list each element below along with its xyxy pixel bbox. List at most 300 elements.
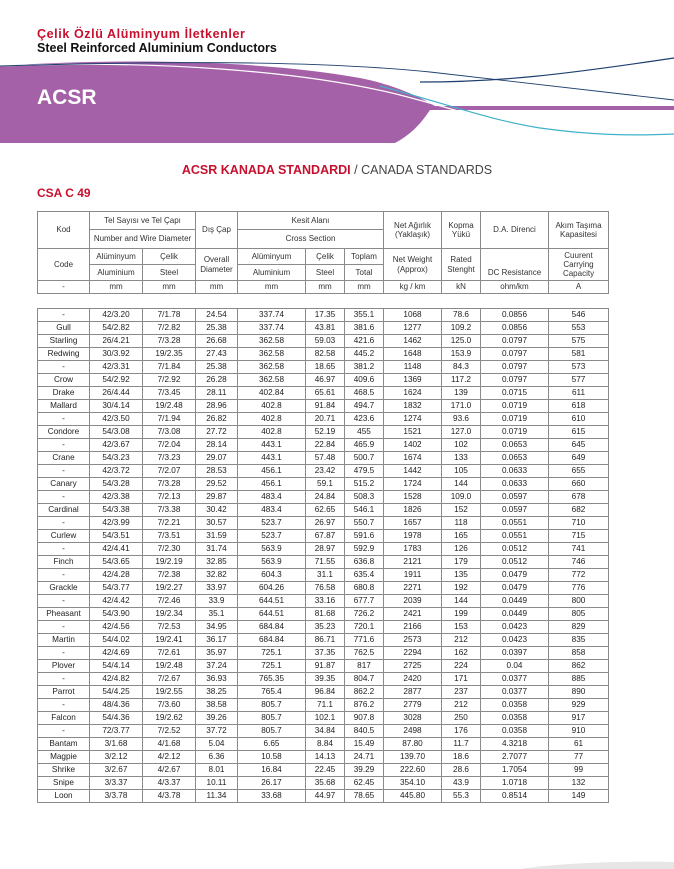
table-row <box>38 660 609 673</box>
table-cell: 684.84 <box>238 634 306 647</box>
th-aluminyum-area: Alüminyum <box>238 249 306 265</box>
table-cell: 91.84 <box>306 400 345 413</box>
table-cell: 835 <box>549 634 609 647</box>
th-kod: Kod <box>38 212 90 249</box>
table-cell: 0.0377 <box>481 686 549 699</box>
table-cell: 76.58 <box>306 582 345 595</box>
table-cell: Cardinal <box>38 504 90 517</box>
table-cell: 682 <box>549 504 609 517</box>
table-cell: - <box>38 647 90 660</box>
table-cell: 19/2.55 <box>143 686 196 699</box>
table-row <box>38 595 609 608</box>
table-cell: 7/2.53 <box>143 621 196 634</box>
table-cell: 30/3.92 <box>90 348 143 361</box>
table-cell: 171.0 <box>442 400 481 413</box>
table-cell: 611 <box>549 387 609 400</box>
table-cell: 500.7 <box>345 452 384 465</box>
table-cell: 19/2.35 <box>143 348 196 361</box>
table-cell: 2725 <box>384 660 442 673</box>
table-cell: 0.0856 <box>481 309 549 322</box>
table-cell: 573 <box>549 361 609 374</box>
table-cell: Falcon <box>38 712 90 725</box>
table-cell: 10.11 <box>196 777 238 790</box>
table-cell: 1369 <box>384 374 442 387</box>
table-cell: 0.0551 <box>481 530 549 543</box>
standard-title <box>0 163 674 177</box>
table-cell: 11.7 <box>442 738 481 751</box>
table-cell: 0.0423 <box>481 634 549 647</box>
th-celik-area: Çelik <box>306 249 345 265</box>
table-row <box>38 335 609 348</box>
table-cell: 402.8 <box>238 413 306 426</box>
table-cell: 7/2.04 <box>143 439 196 452</box>
table-cell: 7/3.60 <box>143 699 196 712</box>
table-cell: 862.2 <box>345 686 384 699</box>
table-cell: 771.6 <box>345 634 384 647</box>
table-cell: 876.2 <box>345 699 384 712</box>
table-cell: 553 <box>549 322 609 335</box>
table-cell: 15.49 <box>345 738 384 751</box>
table-cell: 443.1 <box>238 439 306 452</box>
table-cell: 42/3.67 <box>90 439 143 452</box>
table-cell: 42/3.31 <box>90 361 143 374</box>
table-cell: 77 <box>549 751 609 764</box>
table-cell: 87.80 <box>384 738 442 751</box>
table-cell: 37.35 <box>306 647 345 660</box>
table-cell: 649 <box>549 452 609 465</box>
table-cell: 0.0856 <box>481 322 549 335</box>
table-cell: 0.0715 <box>481 387 549 400</box>
table-cell: 19/2.48 <box>143 400 196 413</box>
table-cell: 24.84 <box>306 491 345 504</box>
table-cell: 38.25 <box>196 686 238 699</box>
table-cell: 0.0358 <box>481 725 549 738</box>
table-cell: 7/3.28 <box>143 335 196 348</box>
table-cell: 0.0449 <box>481 608 549 621</box>
table-cell: 42/4.41 <box>90 543 143 556</box>
table-cell: 337.74 <box>238 322 306 335</box>
table-cell: 765.35 <box>238 673 306 686</box>
spec-code: CSA C 49 <box>37 186 91 200</box>
table-cell: Drake <box>38 387 90 400</box>
table-row <box>38 530 609 543</box>
table-cell: 250 <box>442 712 481 725</box>
table-cell: 890 <box>549 686 609 699</box>
table-cell: 2573 <box>384 634 442 647</box>
table-cell: 133 <box>442 452 481 465</box>
table-cell: 592.9 <box>345 543 384 556</box>
table-cell: 37.24 <box>196 660 238 673</box>
unit-cell: mm <box>238 281 306 294</box>
table-cell: 0.0653 <box>481 452 549 465</box>
table-cell: 57.48 <box>306 452 345 465</box>
table-cell: 28.96 <box>196 400 238 413</box>
table-cell: 42/4.56 <box>90 621 143 634</box>
th-steel: Steel <box>143 265 196 281</box>
table-cell: 0.0719 <box>481 413 549 426</box>
table-cell: 7/1.78 <box>143 309 196 322</box>
table-cell: Crane <box>38 452 90 465</box>
th-kesit-alani: Kesit Alanı <box>238 212 384 230</box>
table-cell: 4/2.67 <box>143 764 196 777</box>
th-tel-sayisi: Tel Sayısı ve Tel Çapı <box>90 212 196 230</box>
table-cell: 33.97 <box>196 582 238 595</box>
table-cell: 96.84 <box>306 686 345 699</box>
table-cell: 2121 <box>384 556 442 569</box>
table-cell: 1911 <box>384 569 442 582</box>
table-row <box>38 712 609 725</box>
table-cell: 0.0512 <box>481 556 549 569</box>
table-cell: 2271 <box>384 582 442 595</box>
table-cell: 6.36 <box>196 751 238 764</box>
table-cell: 171 <box>442 673 481 686</box>
table-cell: 720.1 <box>345 621 384 634</box>
table-cell: 42/3.20 <box>90 309 143 322</box>
table-cell: 176 <box>442 725 481 738</box>
table-cell: 523.7 <box>238 530 306 543</box>
table-cell: 7/2.67 <box>143 673 196 686</box>
table-cell: 18.65 <box>306 361 345 374</box>
table-cell: 563.9 <box>238 556 306 569</box>
table-cell: 23.42 <box>306 465 345 478</box>
table-cell: - <box>38 517 90 530</box>
table-cell: 30.57 <box>196 517 238 530</box>
table-cell: 82.58 <box>306 348 345 361</box>
table-cell: 7/2.46 <box>143 595 196 608</box>
unit-cell: ohm/km <box>481 281 549 294</box>
table-cell: 139.70 <box>384 751 442 764</box>
table-row <box>38 465 609 478</box>
table-cell: 581 <box>549 348 609 361</box>
th-toplam: Toplam <box>345 249 384 265</box>
table-row <box>38 673 609 686</box>
table-cell: 102 <box>442 439 481 452</box>
table-cell: 3/2.67 <box>90 764 143 777</box>
table-cell: 17.35 <box>306 309 345 322</box>
table-cell: 8.01 <box>196 764 238 777</box>
table-cell: Loon <box>38 790 90 803</box>
table-cell: 381.2 <box>345 361 384 374</box>
header-band-graphic <box>0 0 674 150</box>
th-steel-area: Steel <box>306 265 345 281</box>
table-row <box>38 452 609 465</box>
table-cell: 0.0449 <box>481 595 549 608</box>
table-cell: 354.10 <box>384 777 442 790</box>
table-cell: 27.72 <box>196 426 238 439</box>
table-cell: 577 <box>549 374 609 387</box>
table-cell: 126 <box>442 543 481 556</box>
table-cell: 19/2.41 <box>143 634 196 647</box>
table-cell: 54/3.77 <box>90 582 143 595</box>
table-cell: 81.68 <box>306 608 345 621</box>
table-cell: 78.65 <box>345 790 384 803</box>
table-row <box>38 738 609 751</box>
table-cell: 54/4.14 <box>90 660 143 673</box>
table-cell: 465.9 <box>345 439 384 452</box>
table-cell: 54/3.08 <box>90 426 143 439</box>
th-net-agirlik: Net Ağırlık (Yaklaşık) <box>384 212 442 249</box>
table-cell: 655 <box>549 465 609 478</box>
table-cell: 456.1 <box>238 465 306 478</box>
table-cell: 43.9 <box>442 777 481 790</box>
table-cell: - <box>38 543 90 556</box>
table-cell: 402.84 <box>238 387 306 400</box>
table-cell: 381.6 <box>345 322 384 335</box>
table-cell: 7/2.13 <box>143 491 196 504</box>
table-cell: 483.4 <box>238 504 306 517</box>
table-cell: 19/2.27 <box>143 582 196 595</box>
unit-cell: mm <box>306 281 345 294</box>
table-cell: Snipe <box>38 777 90 790</box>
table-row <box>38 621 609 634</box>
table-cell: 35.23 <box>306 621 345 634</box>
table-cell: 91.87 <box>306 660 345 673</box>
th-total: Total <box>345 265 384 281</box>
table-cell: 0.0358 <box>481 699 549 712</box>
table-cell: - <box>38 595 90 608</box>
table-cell: 153.9 <box>442 348 481 361</box>
table-cell: 4/1.68 <box>143 738 196 751</box>
table-cell: 917 <box>549 712 609 725</box>
table-cell: 42/3.38 <box>90 491 143 504</box>
table-cell: 800 <box>549 595 609 608</box>
table-cell: 1528 <box>384 491 442 504</box>
table-cell: 30/4.14 <box>90 400 143 413</box>
table-cell: 31.74 <box>196 543 238 556</box>
table-cell: 2166 <box>384 621 442 634</box>
table-cell: 7/3.08 <box>143 426 196 439</box>
table-cell: 71.1 <box>306 699 345 712</box>
table-cell: 26/4.44 <box>90 387 143 400</box>
table-cell: 0.0358 <box>481 712 549 725</box>
table-cell: 125.0 <box>442 335 481 348</box>
table-cell: 6.65 <box>238 738 306 751</box>
table-cell: 199 <box>442 608 481 621</box>
table-cell: 31.1 <box>306 569 345 582</box>
table-cell: 42/4.82 <box>90 673 143 686</box>
table-cell: 8.84 <box>306 738 345 751</box>
table-cell: 54/3.51 <box>90 530 143 543</box>
table-row <box>38 608 609 621</box>
table-cell: 153 <box>442 621 481 634</box>
table-cell: 0.0633 <box>481 465 549 478</box>
navy-curve <box>420 58 674 82</box>
table-cell: 7/3.38 <box>143 504 196 517</box>
table-cell: 132 <box>549 777 609 790</box>
table-cell: 1724 <box>384 478 442 491</box>
table-row <box>38 491 609 504</box>
table-cell: 7/1.84 <box>143 361 196 374</box>
table-cell: 684.84 <box>238 621 306 634</box>
table-cell: 37.72 <box>196 725 238 738</box>
table-cell: Bantam <box>38 738 90 751</box>
table-cell: 54/2.92 <box>90 374 143 387</box>
table-cell: 144 <box>442 478 481 491</box>
table-cell: 28.97 <box>306 543 345 556</box>
table-cell: 7/2.82 <box>143 322 196 335</box>
table-cell: 78.6 <box>442 309 481 322</box>
table-cell: 546 <box>549 309 609 322</box>
table-cell: 2498 <box>384 725 442 738</box>
table-cell: 99 <box>549 764 609 777</box>
table-cell: Crow <box>38 374 90 387</box>
th-code: Code <box>38 249 90 281</box>
units-row <box>38 281 609 294</box>
table-cell: 0.0633 <box>481 478 549 491</box>
unit-cell: mm <box>143 281 196 294</box>
table-cell: 355.1 <box>345 309 384 322</box>
table-cell: 635.4 <box>345 569 384 582</box>
table-cell: 762.5 <box>345 647 384 660</box>
table-cell: 42/4.42 <box>90 595 143 608</box>
table-cell: 1.0718 <box>481 777 549 790</box>
table-cell: - <box>38 699 90 712</box>
table-cell: 660 <box>549 478 609 491</box>
th-current-capacity: Cuurent Carrying Capacity <box>549 249 609 281</box>
table-cell: 28.53 <box>196 465 238 478</box>
table-cell: 18.6 <box>442 751 481 764</box>
th-net-weight: Net Weight (Approx) <box>384 249 442 281</box>
table-cell: 402.8 <box>238 400 306 413</box>
table-cell: 152 <box>442 504 481 517</box>
table-cell: 515.2 <box>345 478 384 491</box>
table-cell: 39.29 <box>345 764 384 777</box>
standard-title-en: CANADA STANDARDS <box>361 163 493 177</box>
table-cell: 19/2.62 <box>143 712 196 725</box>
table-cell: 4/3.78 <box>143 790 196 803</box>
table-cell: 0.0719 <box>481 426 549 439</box>
table-cell: 59.03 <box>306 335 345 348</box>
table-cell: 776 <box>549 582 609 595</box>
table-cell: 20.71 <box>306 413 345 426</box>
table-cell: 455 <box>345 426 384 439</box>
table-cell: 3/1.68 <box>90 738 143 751</box>
th-aluminyum: Alüminyum <box>90 249 143 265</box>
table-cell: Grackle <box>38 582 90 595</box>
data-table <box>37 308 609 803</box>
table-cell: 591.6 <box>345 530 384 543</box>
table-cell: 0.0479 <box>481 569 549 582</box>
table-cell: 26.28 <box>196 374 238 387</box>
table-cell: 494.7 <box>345 400 384 413</box>
standard-title-tr: ACSR KANADA STANDARDI <box>181 163 351 177</box>
table-cell: 19/2.19 <box>143 556 196 569</box>
table-cell: 678 <box>549 491 609 504</box>
table-cell: 0.0551 <box>481 517 549 530</box>
table-cell: 858 <box>549 647 609 660</box>
table-cell: 7/3.45 <box>143 387 196 400</box>
table-cell: 1783 <box>384 543 442 556</box>
table-cell: 34.84 <box>306 725 345 738</box>
table-cell: 479.5 <box>345 465 384 478</box>
th-da-direnci: D.A. Direnci <box>481 212 549 249</box>
table-cell: 362.58 <box>238 335 306 348</box>
table-cell: 36.93 <box>196 673 238 686</box>
table-cell: 42/3.72 <box>90 465 143 478</box>
table-cell: 1274 <box>384 413 442 426</box>
table-row <box>38 439 609 452</box>
table-row <box>38 413 609 426</box>
table-cell: 618 <box>549 400 609 413</box>
table-cell: Mallard <box>38 400 90 413</box>
table-cell: 52.19 <box>306 426 345 439</box>
table-row <box>38 569 609 582</box>
table-cell: 0.0512 <box>481 543 549 556</box>
table-cell: 7/2.21 <box>143 517 196 530</box>
th-aluminium-area: Aluminium <box>238 265 306 281</box>
table-cell: 39.26 <box>196 712 238 725</box>
table-cell: 0.0597 <box>481 504 549 517</box>
table-cell: 7/3.51 <box>143 530 196 543</box>
table-cell: 1978 <box>384 530 442 543</box>
table-cell: 468.5 <box>345 387 384 400</box>
table-cell: Curlew <box>38 530 90 543</box>
table-cell: 0.0397 <box>481 647 549 660</box>
table-cell: 31.59 <box>196 530 238 543</box>
table-cell: 0.0377 <box>481 673 549 686</box>
table-cell: 1624 <box>384 387 442 400</box>
table-cell: - <box>38 309 90 322</box>
table-cell: 42/4.28 <box>90 569 143 582</box>
table-body <box>38 309 609 803</box>
table-cell: 0.0479 <box>481 582 549 595</box>
table-cell: 149 <box>549 790 609 803</box>
table-cell: 54/4.25 <box>90 686 143 699</box>
table-cell: 65.61 <box>306 387 345 400</box>
table-cell: 7/2.38 <box>143 569 196 582</box>
table-cell: 2421 <box>384 608 442 621</box>
table-cell: 445.80 <box>384 790 442 803</box>
table-cell: 42/4.69 <box>90 647 143 660</box>
table-cell: 644.51 <box>238 608 306 621</box>
table-cell: 86.71 <box>306 634 345 647</box>
table-cell: 144 <box>442 595 481 608</box>
table-cell: 25.38 <box>196 322 238 335</box>
table-cell: 29.07 <box>196 452 238 465</box>
table-row <box>38 309 609 322</box>
table-cell: 84.3 <box>442 361 481 374</box>
table-cell: Gull <box>38 322 90 335</box>
table-row <box>38 348 609 361</box>
table-cell: 118 <box>442 517 481 530</box>
table-cell: 61 <box>549 738 609 751</box>
unit-cell: mm <box>345 281 384 294</box>
table-cell: 26/4.21 <box>90 335 143 348</box>
table-cell: 29.52 <box>196 478 238 491</box>
standard-title-sep: / <box>354 163 358 177</box>
table-cell: 14.13 <box>306 751 345 764</box>
table-cell: Martin <box>38 634 90 647</box>
table-cell: 910 <box>549 725 609 738</box>
table-cell: 38.58 <box>196 699 238 712</box>
table-header <box>37 211 609 294</box>
table-cell: 22.45 <box>306 764 345 777</box>
table-cell: 715 <box>549 530 609 543</box>
table-row <box>38 387 609 400</box>
table-cell: 746 <box>549 556 609 569</box>
table-cell: 29.87 <box>196 491 238 504</box>
table-cell: 362.58 <box>238 374 306 387</box>
table-cell: 222.60 <box>384 764 442 777</box>
table-cell: 0.0423 <box>481 621 549 634</box>
footer-swoosh-shape <box>520 862 674 869</box>
table-cell: 109.2 <box>442 322 481 335</box>
table-cell: 54/3.23 <box>90 452 143 465</box>
table-cell: 2877 <box>384 686 442 699</box>
table-cell: 3/3.78 <box>90 790 143 803</box>
table-cell: 62.65 <box>306 504 345 517</box>
table-cell: 7/2.52 <box>143 725 196 738</box>
